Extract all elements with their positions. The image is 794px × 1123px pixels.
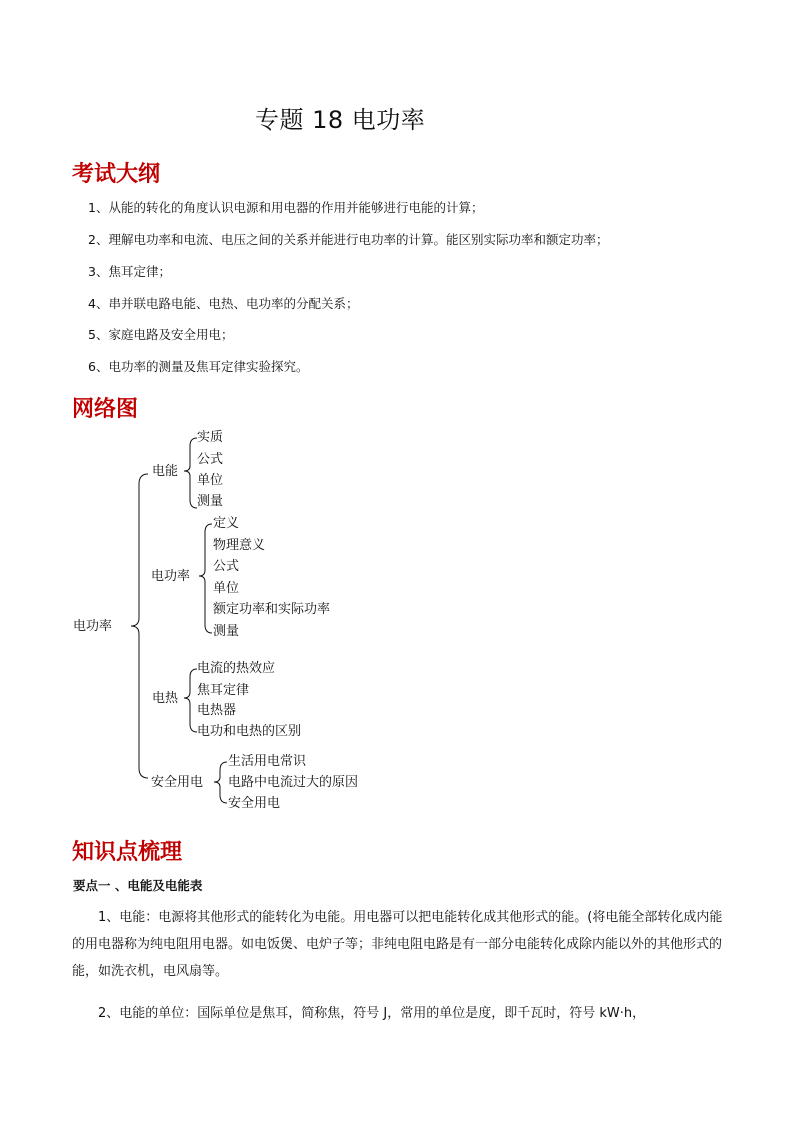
mindmap-leaf: 定义 [213, 516, 240, 531]
outline-item: 5、家庭电路及安全用电； [88, 327, 234, 342]
mindmap-leaf: 测量 [213, 624, 240, 639]
section-heading-knowledge: 知识点梳理 [72, 840, 183, 865]
root-brace [131, 474, 148, 778]
section-heading-network: 网络图 [72, 397, 139, 422]
mindmap-branch: 电能 [152, 464, 179, 479]
page-title: 专题 18 电功率 [255, 106, 426, 134]
mindmap-branch: 安全用电 [151, 775, 204, 790]
mindmap-leaf: 单位 [213, 581, 240, 596]
mindmap-root: 电功率 [73, 619, 113, 634]
mindmap-leaf: 物理意义 [213, 538, 266, 553]
brace-dianneng [184, 438, 197, 508]
mindmap-leaf: 公式 [197, 452, 224, 467]
mindmap-leaf: 安全用电 [228, 796, 281, 811]
mindmap-leaf: 电热器 [197, 703, 237, 718]
outline-item: 2、理解电功率和电流、电压之间的关系并能进行电功率的计算。能区别实际功率和额定功率； [88, 232, 609, 247]
mindmap-branch: 电热 [152, 691, 179, 706]
mindmap-leaf: 电流的热效应 [197, 661, 276, 676]
knowledge-paragraph: 1、电能：电源将其他形式的能转化为电能。用电器可以把电能转化成其他形式的能。(将电能全部转化成内能的用电器称为纯电阻用电器。如电饭煲、电炉子等；非纯电阻电路是有一部分电能转化成除内能以外的其他形式的能，如洗衣机，电风扇等。 [72, 910, 723, 979]
mindmap-leaf: 单位 [197, 473, 224, 488]
outline-item: 1、从能的转化的角度认识电源和用电器的作用并能够进行电能的计算； [88, 200, 484, 215]
mindmap-leaf: 测量 [197, 494, 224, 509]
mindmap-leaf: 焦耳定律 [197, 683, 250, 698]
mindmap-leaf: 额定功率和实际功率 [213, 602, 331, 617]
mindmap-leaf: 电路中电流过大的原因 [228, 775, 359, 790]
outline-item: 6、电功率的测量及焦耳定律实验探究。 [88, 359, 309, 374]
brace-anquan [214, 762, 227, 803]
point-title: 要点一 、电能及电能表 [73, 878, 203, 893]
brace-diangonglv [199, 524, 212, 633]
mindmap-leaf: 生活用电常识 [228, 754, 307, 769]
brace-dianre [184, 669, 197, 732]
mindmap-branch: 电功率 [151, 569, 191, 584]
mindmap-leaf: 实质 [197, 430, 224, 445]
mindmap-leaf: 电功和电热的区别 [197, 724, 302, 739]
knowledge-paragraph: 2、电能的单位：国际单位是焦耳，简称焦，符号 J，常用的单位是度，即千瓦时，符号 kW·h， [98, 1006, 646, 1021]
outline-item: 3、焦耳定律； [88, 264, 171, 279]
mindmap-leaf: 公式 [213, 559, 240, 574]
outline-item: 4、串并联电路电能、电热、电功率的分配关系； [88, 296, 359, 311]
section-heading-outline: 考试大纲 [72, 162, 161, 187]
